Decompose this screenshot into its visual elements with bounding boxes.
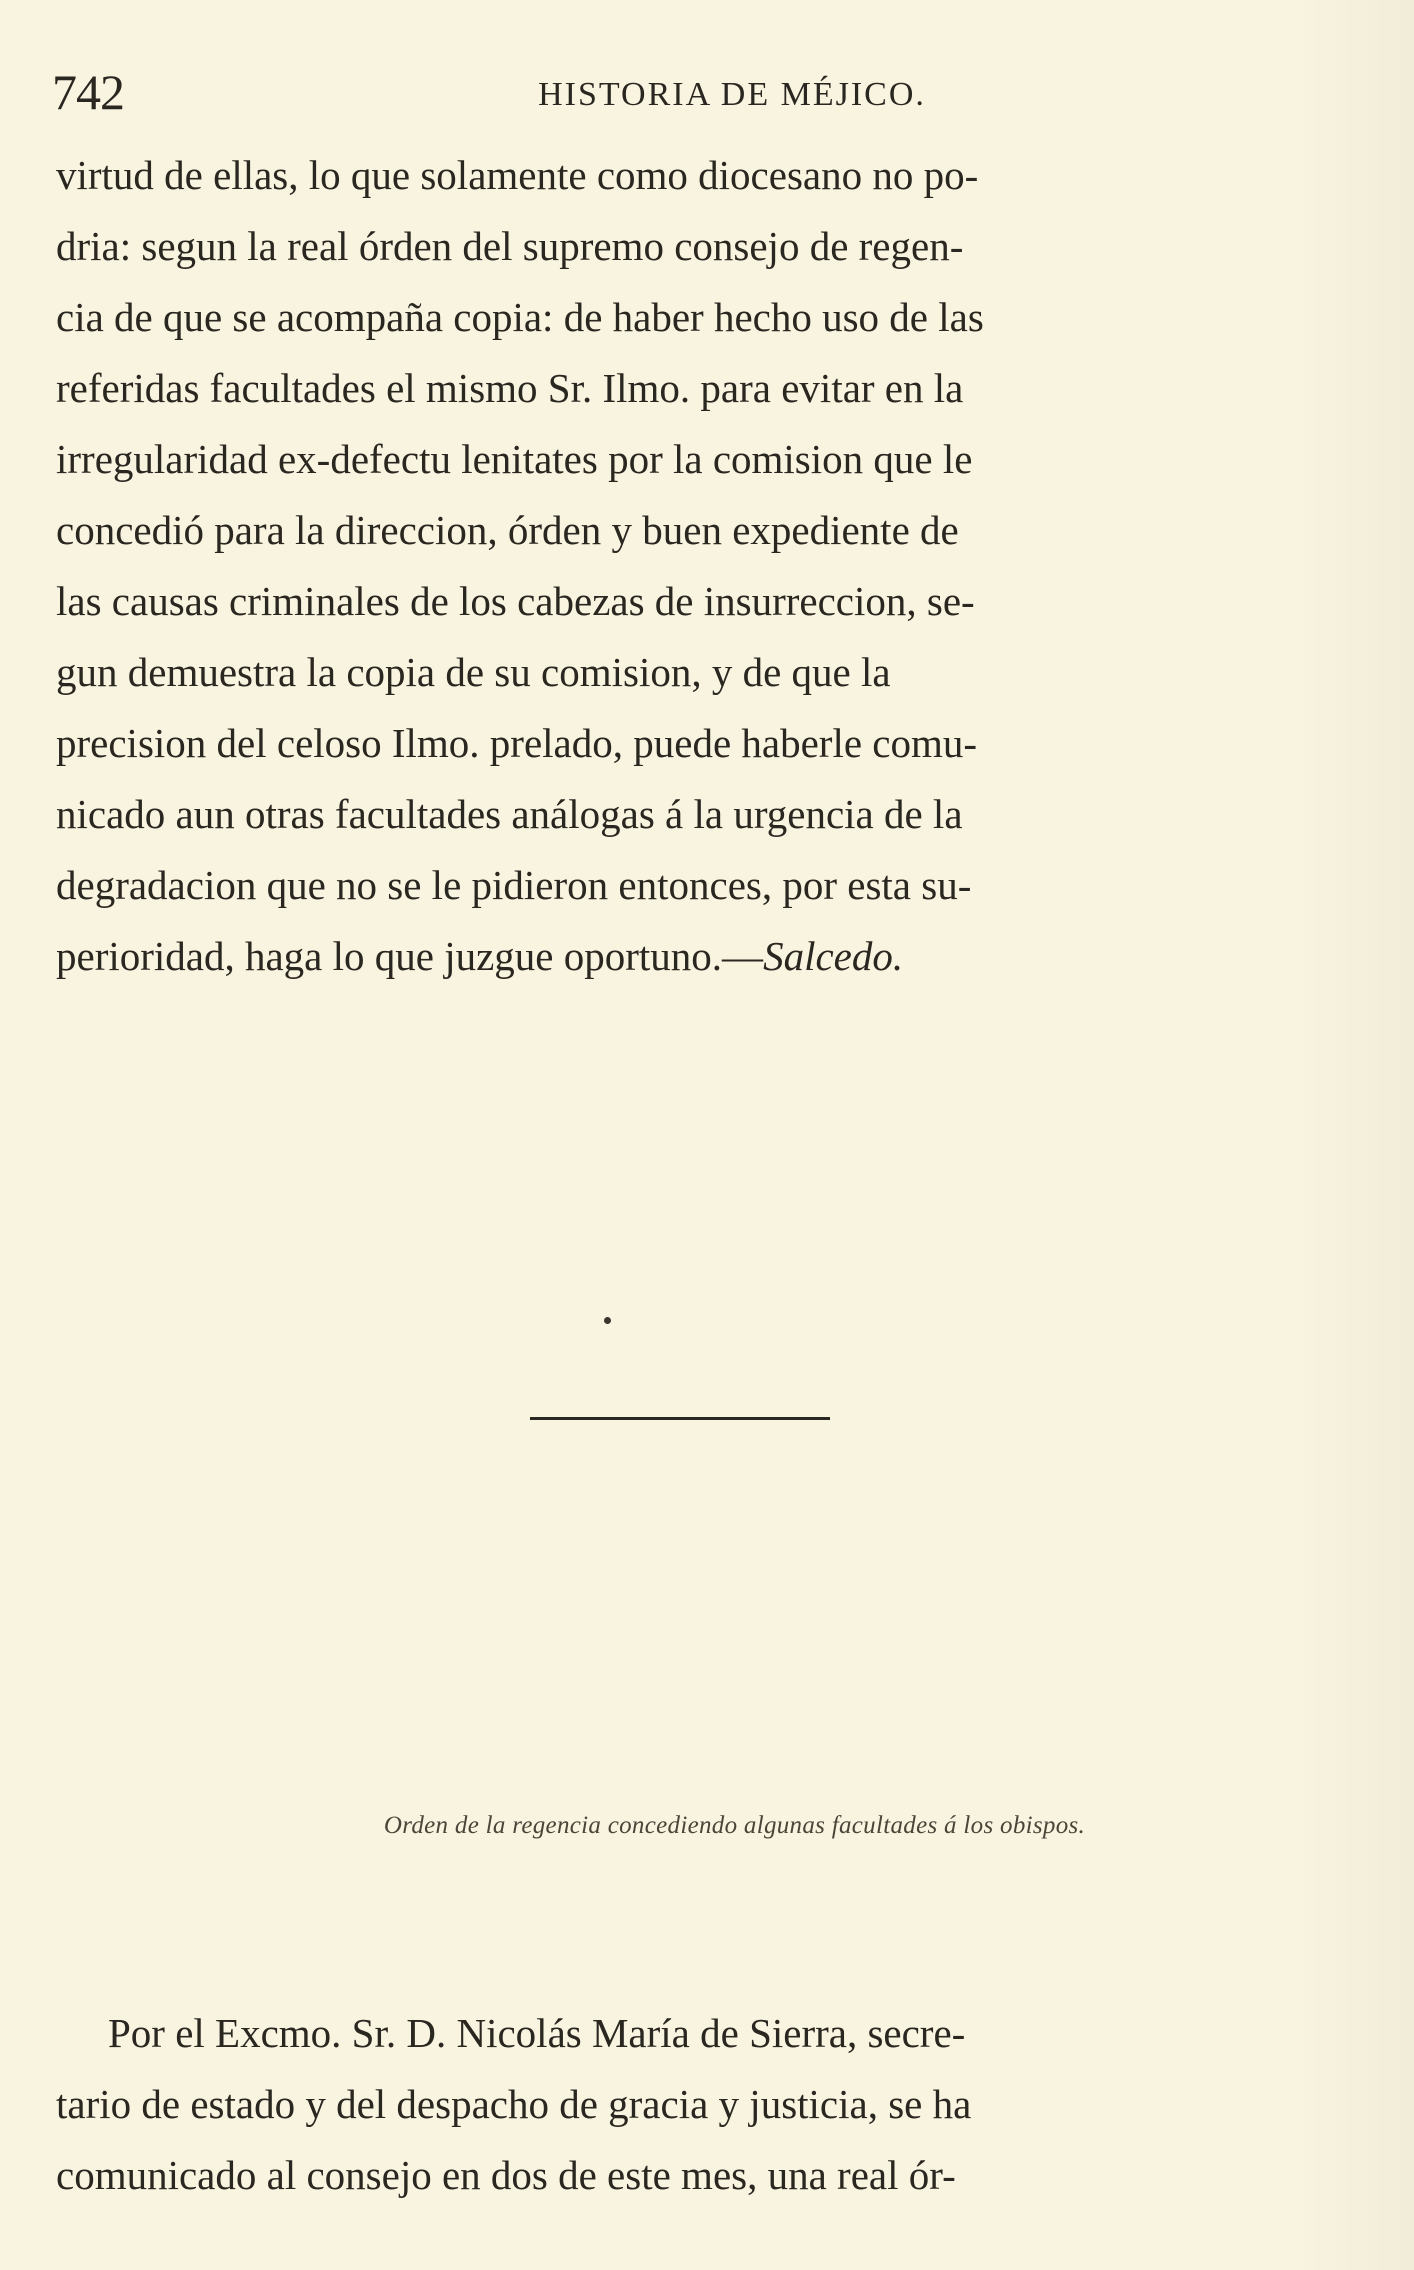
text-line: nicado aun otras facultades análogas á la urgencia de la (56, 791, 963, 837)
text-line: degradacion que no se le pidieron entonces, por esta su- (56, 862, 972, 908)
text-line: las causas criminales de los cabezas de insurreccion, se- (56, 578, 975, 624)
text-line: Por el Excmo. Sr. D. Nicolás María de Sierra, secre- (108, 2010, 966, 2056)
section-rule (530, 1417, 830, 1420)
text-line-last (56, 921, 1296, 992)
running-title: HISTORIA DE MÉJICO. (538, 76, 926, 113)
text-line: referidas facultades el mismo Sr. Ilmo. para evitar en la (56, 365, 964, 411)
text-line: concedió para la direccion, órden y buen expediente de (56, 507, 959, 553)
order-paragraph (56, 1998, 1296, 2211)
signature: Salcedo. (763, 933, 904, 979)
text-line: cia de que se acompaña copia: de haber hecho uso de las (56, 294, 984, 340)
text-line: irregularidad ex-defectu lenitates por la comision que le (56, 436, 973, 482)
text-line: virtud de ellas, lo que solamente como diocesano no po- (56, 152, 979, 198)
text-line: dria: segun la real órden del supremo consejo de regen- (56, 223, 964, 269)
main-paragraph (56, 140, 1296, 992)
page-edge-shade (1294, 0, 1414, 2270)
page-number: 742 (52, 64, 124, 120)
ink-speck (604, 1317, 611, 1324)
last-line-text: perioridad, haga lo que juzgue oportuno.— (56, 933, 764, 979)
section-side-note: Orden de la regencia concediendo algunas facultades á los obispos. (383, 1812, 1086, 1839)
text-line: precision del celoso Ilmo. prelado, puede haberle comu- (56, 720, 978, 766)
text-line: comunicado al consejo en dos de este mes, una real ór- (56, 2152, 956, 2198)
page-header (52, 62, 1292, 122)
text-line: gun demuestra la copia de su comision, y de que la (56, 649, 891, 695)
text-line: tario de estado y del despacho de gracia y justicia, se ha (56, 2081, 972, 2127)
